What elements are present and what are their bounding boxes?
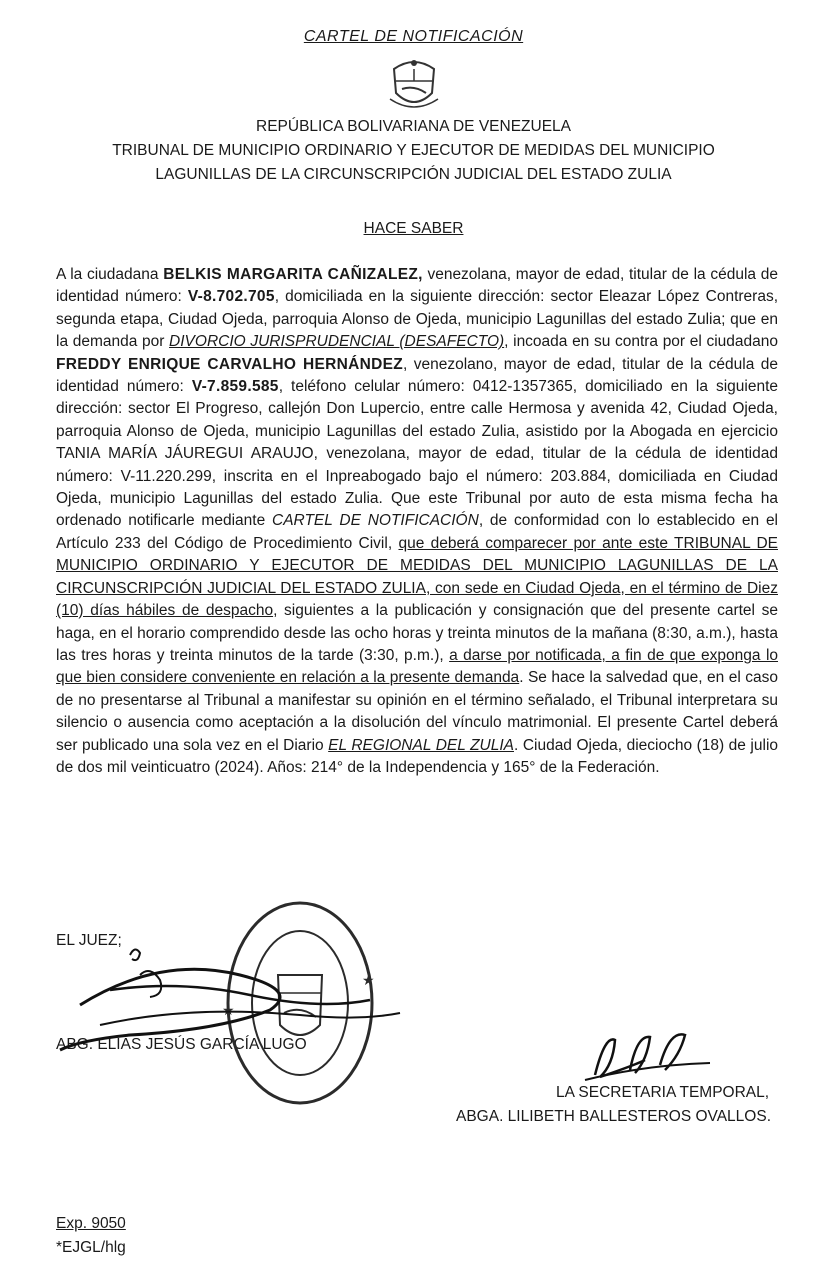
body-text: , de conformidad con lo establecido en el Artículo 233 del Código de Procedimiento Civil, xyxy=(56,512,779,552)
document-title: CARTEL DE NOTIFICACIÓN xyxy=(303,28,524,45)
newspaper-name: EL REGIONAL DEL ZULIA xyxy=(328,736,514,754)
respondent-name: BELKIS MARGARITA CAÑIZALEZ, xyxy=(163,266,423,283)
reference-initials: *EJGL/hlg xyxy=(56,1239,126,1256)
appearance-clause: que deberá comparecer por ante este TRIBUNAL DE MUNICIPIO ORDINARIO Y EJECUTOR DE MEDIDAS DEL MUNICIPIO LAGUNILLAS DE LA CIRCUNSCRIPCIÓN JUDICIAL DEL ESTADO ZULIA, con sede en Ciudad Ojeda, en el término de Diez (10) días hábiles de despacho xyxy=(56,534,778,620)
body-text: , siguientes a la publicación y consignación que del presente cartel se haga, en el horario comprendido desde las ocho horas y treinta minutos de la mañana (8:30, a.m.), hasta las tres horas y treinta minutos de la tarde (3:30, p.m.), xyxy=(56,602,779,664)
body-text: , incoada en su contra por el ciudadano xyxy=(504,333,778,351)
body-text: , venezolano, mayor de edad, titular de la cédula de identidad número: xyxy=(56,355,779,396)
plaintiff-id: V-7.859.585 xyxy=(191,378,279,396)
court-heading-line1: TRIBUNAL DE MUNICIPIO ORDINARIO Y EJECUTOR DE MEDIDAS DEL MUNICIPIO xyxy=(112,142,715,159)
notice-body xyxy=(56,264,778,779)
court-heading-line2: LAGUNILLAS DE LA CIRCUNSCRIPCIÓN JUDICIAL DEL ESTADO ZULIA xyxy=(155,166,672,183)
judge-signature-icon xyxy=(40,935,410,1055)
svg-text:★: ★ xyxy=(362,972,375,988)
secretary-name: ABGA. LILIBETH BALLESTEROS OVALLOS. xyxy=(456,1108,772,1125)
body-text: A la ciudadana xyxy=(56,266,164,283)
body-text: , domiciliada en la siguiente dirección: sector Eleazar López Contreras, segunda etapa, Ciudad Ojeda, parroquia Alonso de Ojeda, municipio Lagunillas del estado Zulia; que en la demanda por xyxy=(56,288,778,351)
plaintiff-name: FREDDY ENRIQUE CARVALHO HERNÁNDEZ xyxy=(56,355,403,373)
expediente-number: Exp. 9050 xyxy=(56,1215,126,1232)
secretary-signature-icon xyxy=(575,1025,715,1085)
cartel-reference: CARTEL DE NOTIFICACIÓN xyxy=(272,512,479,530)
body-text: , teléfono celular número: 0412-1357365, domiciliado en la siguiente dirección: sector El Progreso, callejón Don Lupercio, entre calle Hermosa y avenida 42, Ciudad Ojeda, parroquia Alonso de Ojeda, municipio Lagunillas del estado Zulia, asistido por la Abogada en ejercicio TANIA MARÍA JÁUREGUI ARAUJO, venezolana, mayor de edad, titular de la cédula de identidad número: V-11.220.299, inscrita en el Inpreabogado bajo el número: 203.884, domiciliada en Ciudad Ojeda, municipio Lagunillas del estado Zulia. Que este Tribunal por auto de esta misma fecha ha ordenado notificarle mediante xyxy=(56,378,778,530)
svg-text:★: ★ xyxy=(222,1002,235,1018)
body-text: . Se hace la salvedad que, en el caso de no presentarse al Tribunal a manifestar su opinión en el término señalado, el Tribunal interpretara su silencio o ausencia como aceptación a la disolución del vínculo matrimonial. El presente Cartel deberá ser publicado una sola vez en el Diario xyxy=(56,669,778,754)
body-text: . Ciudad Ojeda, dieciocho (18) de julio de dos mil veinticuatro (2024). Años: 214° de la Independencia y 165° de la Federación. xyxy=(56,736,779,776)
republic-heading: REPÚBLICA BOLIVARIANA DE VENEZUELA xyxy=(256,118,571,135)
coat-of-arms-icon xyxy=(386,55,442,113)
hace-saber-heading: HACE SABER xyxy=(363,220,464,237)
judge-name: ABG. ELÍAS JESÚS GARCÍA LUGO xyxy=(56,1036,307,1053)
respondent-id: V-8.702.705 xyxy=(187,288,275,306)
case-type: DIVORCIO JURISPRUDENCIAL (DESAFECTO) xyxy=(169,333,505,351)
notification-clause: a darse por notificada, a fin de que exponga lo que bien considere conveniente en relación a la presente demanda xyxy=(56,646,779,687)
secretary-label: LA SECRETARIA TEMPORAL, xyxy=(556,1084,770,1101)
judge-label: EL JUEZ; xyxy=(56,932,122,949)
body-text: venezolana, mayor de edad, titular de la cédula de identidad número: xyxy=(56,266,778,306)
